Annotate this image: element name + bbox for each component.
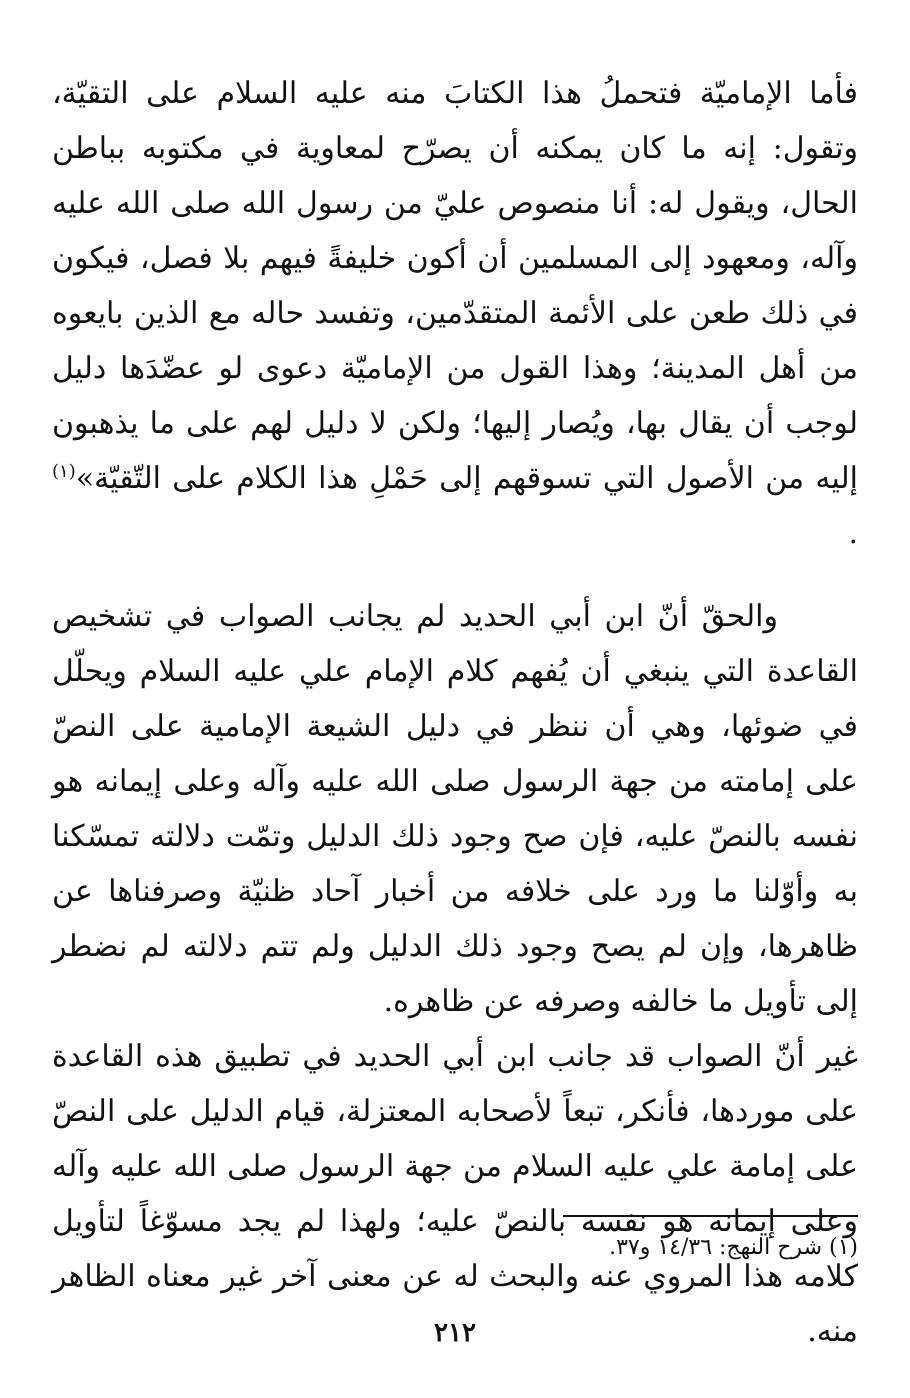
page-number: ٢١٢ <box>434 1318 476 1348</box>
page-body <box>52 66 858 1359</box>
paragraph-1-end: . <box>848 516 858 551</box>
footnote-separator <box>563 1215 858 1217</box>
footnote-reference: (١) <box>52 461 76 482</box>
paragraph-2: والحقّ أنّ ابن أبي الحديد لم يجانب الصواب في تشخيص القاعدة التي ينبغي أن يُفهم كلام الإمام علي عليه السلام ويحلّل في ضوئها، وهي أن ننظر في دليل الشيعة الإمامية على النصّ على إمامته من جهة الرسول صلى الله عليه وآله وعلى إيمانه هو نفسه بالنصّ عليه، فإن صح وجود ذلك الدليل وتمّت دلالته تمسّكنا به وأوّلنا ما ورد على خلافه من أخبار آحاد ظنيّة وصرفناها عن ظاهرها، وإن لم يصح وجود ذلك الدليل ولم تتم دلالته لم نضطر إلى تأويل ما خالفه وصرفه عن ظاهره. <box>52 599 858 1019</box>
footnote: (١) شرح النهج: ١٤/٣٦ و٣٧. <box>609 1235 858 1260</box>
paragraph-1-text: فأما الإماميّة فتحملُ هذا الكتابَ منه عليه السلام على التقيّة، وتقول: إنه ما كان يمكنه أن يصرّح لمعاوية في مكتوبه بباطن الحال، ويقول له: أنا منصوص عليّ من رسول الله صلى الله عليه وآله، ومعهود إلى المسلمين أن أكون خليفةً فيهم بلا فصل، فيكون في ذلك طعن على الأئمة المتقدّمين، وتفسد حاله مع الذين بايعوه من أهل المدينة؛ وهذا القول من الإماميّة دعوى لو عضّدَها دليل لوجب أن يقال بها، ويُصار إليها؛ ولكن لا دليل لهم على ما يذهبون إليه من الأصول التي تسوقهم إلى حَمْلِ هذا الكلام على التّقيّة» <box>52 76 859 496</box>
paragraph-3: غير أنّ الصواب قد جانب ابن أبي الحديد في تطبيق هذه القاعدة على موردها، فأنكر، تبعاً لأصحابه المعتزلة، قيام الدليل على النصّ على إمامة علي عليه السلام من جهة الرسول صلى الله عليه وآله وعلى إيمانه هو نفسه بالنصّ عليه؛ ولهذا لم يجد مسوّغاً لتأويل كلامه هذا المروي عنه والبحث له عن معنى آخر غير معناه الظاهر منه. <box>52 1039 858 1349</box>
paragraph-1 <box>52 66 858 561</box>
